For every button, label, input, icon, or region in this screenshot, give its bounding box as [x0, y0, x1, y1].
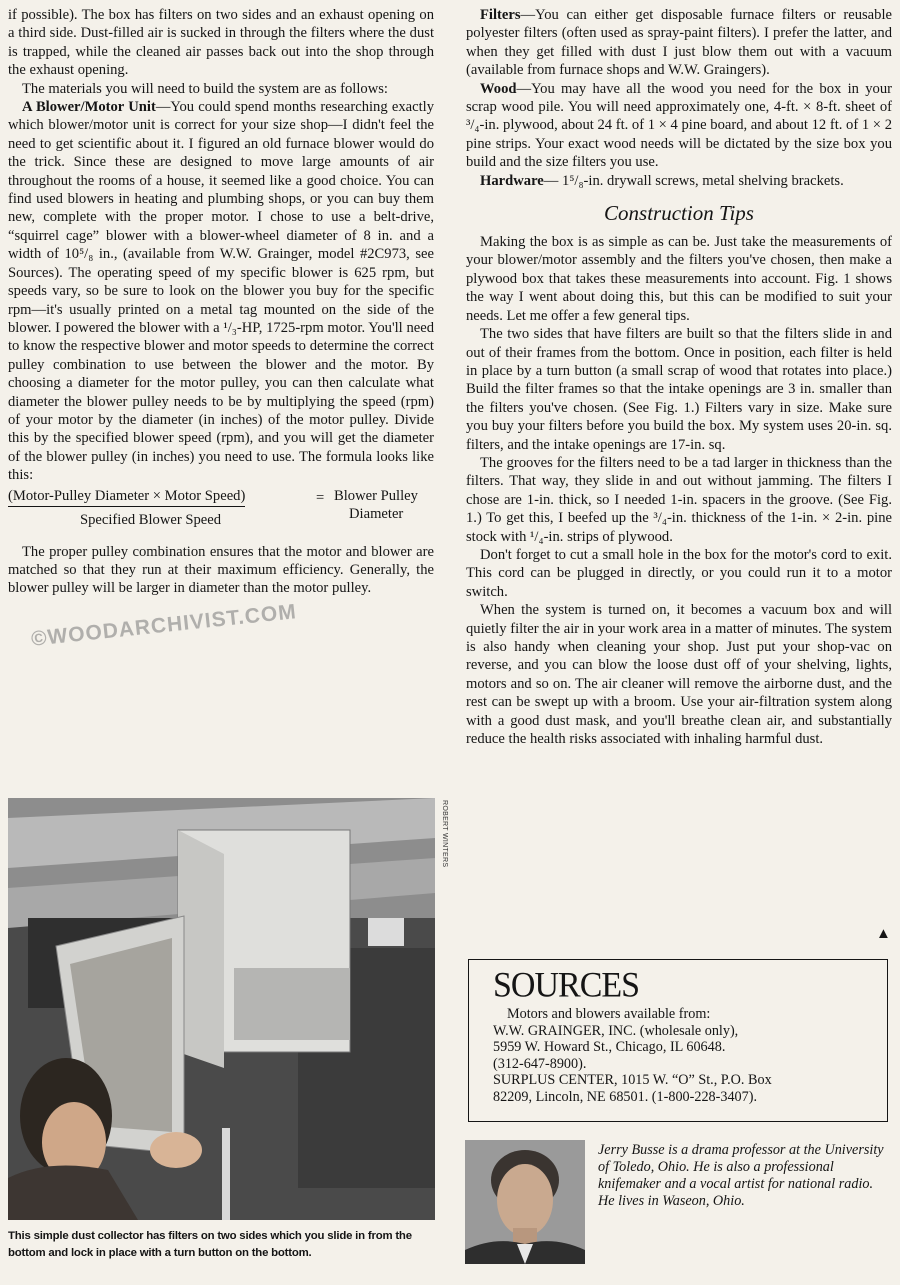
filters-paragraph: [466, 6, 892, 80]
filters-heading: Filters: [480, 7, 521, 23]
sources-line: SURPLUS CENTER, 1015 W. “O” St., P.O. Box: [493, 1072, 772, 1088]
dust-collector-photo: [8, 798, 435, 1220]
hardware-paragraph: [466, 172, 892, 190]
left-column: [8, 6, 434, 598]
formula-numerator: (Motor-Pulley Diameter × Motor Speed): [8, 487, 245, 507]
intro-paragraph: if possible). The box has filters on two sides and an exhaust opening on a third side. Dust-filled air is sucked in through the filters where the dust is trapped, while the cleaned air passes back out into the shop through the exhaust opening.: [8, 7, 434, 79]
materials-paragraph: The materials you will need to build the system are as follows:: [22, 80, 388, 97]
author-bio: Jerry Busse is a drama professor at the University of Toledo, Ohio. He is also a professional knifemaker and a vocal artist for national radio. He lives in Waseon, Ohio.: [598, 1142, 884, 1209]
author-portrait: [465, 1140, 585, 1264]
tips-paragraph-5: When the system is turned on, it becomes a vacuum box and will quietly filter the air in your work area in a matter of minutes. The system is also handy when cleaning your shop. Just put your shop-vac on reverse, and you can blow the loose dust off of your shelving, lights, motors and so on. The air cleaner will remove the airborne dust, and the rest can be swept up with a broom. Use your air-filtration system along with a good dust mask, and you'll breathe clean air, and substantially reduce the health risks associated with inhaling harmful dust.: [466, 602, 892, 748]
watermark: ©WOODARCHIVIST.COM: [30, 600, 298, 651]
blower-heading: A Blower/Motor Unit: [22, 99, 156, 116]
section-title: Construction Tips: [604, 201, 754, 226]
author-photo: [465, 1140, 585, 1264]
tips-paragraph-1: Making the box is as simple as can be. Just take the measurements of your blower/motor assembly and the filters you've chosen, then make a plywood box that takes these measurements into account. Fig. 1 shows the way I went about doing this, but this can be modified to suit your needs. Let me offer a few general tips.: [466, 234, 892, 324]
tips-paragraph-2: The two sides that have filters are built so that the filters slide in and out of their frames from the bottom. Once in position, each filter is held in place by a turn button (a small scrap of wood that rotates into place.) Build the filter frames so that the intake openings are 3 in. smaller than the filters you've chosen. (See Fig. 1.) Filters vary in size. Make sure you buy your filters before you build the box. My system uses 20-in. sq. filters, and the intake openings are 17-in. sq.: [466, 326, 892, 453]
photo-caption: This simple dust collector has filters on two sides which you slide in from the bottom and lock in place with a turn button on the bottom.: [8, 1230, 412, 1259]
formula-result-line-1: Blower Pulley: [334, 487, 418, 504]
sources-line: 82209, Lincoln, NE 68501. (1-800-228-3407).: [493, 1088, 758, 1105]
wood-heading: Wood: [480, 80, 517, 97]
end-mark-icon: ▲: [876, 926, 891, 942]
hardware-text: — 1⁵/₈-in. drywall screws, metal shelving brackets.: [543, 172, 844, 189]
blower-text: —You could spend months researching exactly which blower/motor unit is correct for your size shop—I didn't feel the need to get scientific about it. I figured an old furnace blower would do the trick. Since these are designed to move large amounts of air throughout the rooms of a house, it seemed like a good choice. You can find used blowers in heating and plumbing shops, or you can buy them new, complete with the proper motor. I chose to use a belt-drive, “squirrel cage” blower with a blower-wheel diameter of 8 in. and a width of 10⁵/₈ in., (available from W.W. Grainger, model #2C973, see Sources). The operating speed of my specific blower is 625 rpm, but speeds vary, so be sure to look on the blower you buy for the specific rpm—it's usually printed on a metal tag mounted on the side of the blower. I powered the blower with a ¹/₃-HP, 1725-rpm motor. You'll need to know the respective blower and motor speeds to determine the correct pulley combination to use between the blower and the motor. By choosing a diameter for the motor pulley, you can then calculate what diameter the blower pulley needs to be by multiplying the speed (rpm) of your motor by the diameter (in inches) of the motor pulley. Divide this by the specified blower speed (rpm), and you will get the diameter of the blower pulley (in inches) you need to use. The formula looks like this:: [8, 99, 434, 484]
formula-denominator: Specified Blower Speed: [80, 511, 222, 528]
sources-line: W.W. GRAINGER, INC. (wholesale only),: [493, 1022, 739, 1039]
pulley-formula: [8, 487, 434, 535]
pulley-paragraph: The proper pulley combination ensures that the motor and blower are matched so that they run at their maximum efficiency. Generally, the blower pulley will be larger in diameter than the motor pulley.: [8, 543, 434, 597]
sources-box: [468, 959, 888, 1122]
formula-result-line-2: Diameter: [349, 505, 404, 522]
tips-paragraph-4: Don't forget to cut a small hole in the box for the motor's cord to exit. This cord can be plugged in directly, or you could run it to a motor switch.: [466, 546, 892, 600]
photo-credit: ROBERT WINTERS: [441, 800, 448, 868]
formula-equals: =: [316, 489, 325, 506]
sources-intro: Motors and blowers available from:: [507, 1006, 711, 1022]
sources-line: (312-647-8900).: [493, 1055, 587, 1072]
sources-title: SOURCES: [493, 966, 640, 1005]
wood-text: —You may have all the wood you need for the box in your scrap wood pile. You will need approximately one, 4-ft. × 8-ft. sheet of ³/₄-in. plywood, about 24 ft. of 1 × 4 pine board, and about 12 ft. of 1 × 2 pine strips. Your exact wood needs will be dictated by the size box you build and the size filters you use.: [466, 80, 892, 171]
wood-paragraph: [466, 80, 892, 172]
tips-paragraph-3: The grooves for the filters need to be a tad larger in thickness than the filters. That way, they slide in and out without jamming. The filters I chose are 1-in. thick, so I needed 1-in. spacers in the groove. (See Fig. 1.) To get this, I beefed up the ³/₄-in. thickness of the 1-in. × 2-in. pine stock with ¹/₄-in. strips of plywood.: [466, 454, 892, 545]
filters-text: —You can either get disposable furnace filters or reusable polyester filters (often used as spray-paint filters). I prefer the latter, and when they get filled with dust I just blow them out with a vacuum (available from furnace shops and W.W. Graingers).: [466, 7, 892, 79]
hardware-heading: Hardware: [480, 172, 544, 189]
dust-collector-illustration: [8, 798, 435, 1220]
right-column: [466, 6, 892, 748]
sources-line: 5959 W. Howard St., Chicago, IL 60648.: [493, 1039, 726, 1055]
blower-paragraph: [8, 98, 434, 485]
